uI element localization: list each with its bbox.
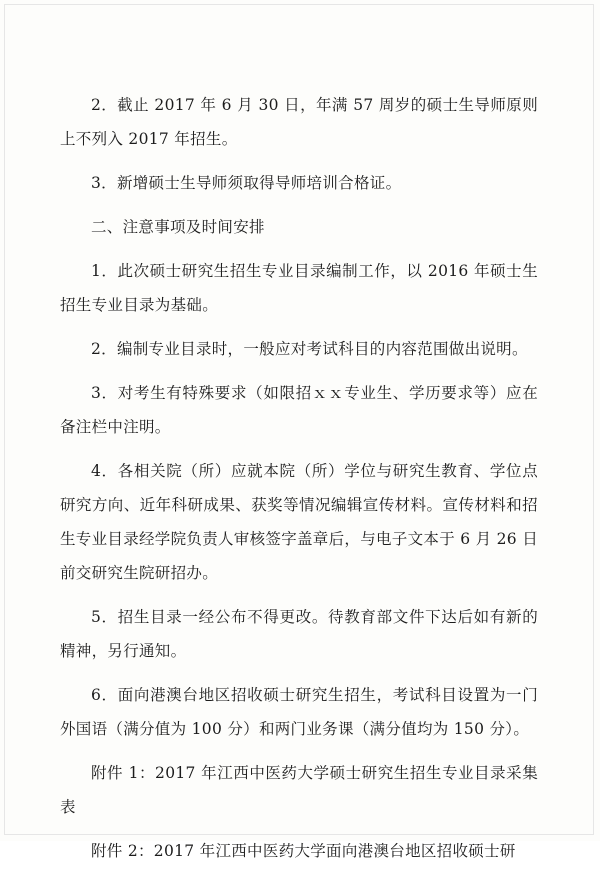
paragraph-promotional-materials: 4．各相关院（所）应就本院（所）学位与研究生教育、学位点研究方向、近年科研成果、获奖等情况编辑宣传材料。宣传材料和招生专业目录经学院负责人审核签字盖章后，与电子文本于 6 月 26 日前交研究生院研招办。 <box>60 462 538 582</box>
paragraph-attachment-2: 附件 2：2017 年江西中医药大学面向港澳台地区招收硕士研 <box>91 842 516 860</box>
paragraph-new-mentor-certificate: 3．新增硕士生导师须取得导师培训合格证。 <box>91 174 402 192</box>
paragraph-attachment-1: 附件 1：2017 年江西中医药大学硕士研究生招生专业目录采集表 <box>60 764 538 816</box>
paragraph-exam-scope: 2．编制专业目录时，一般应对考试科目的内容范围做出说明。 <box>91 340 528 358</box>
paragraph-hk-macau-taiwan-exam: 6．面向港澳台地区招收硕士研究生招生，考试科目设置为一门外国语（满分值为 100 分）和两门业务课（满分值均为 150 分）。 <box>60 686 538 738</box>
paragraph-mentor-age-limit: 2．截止 2017 年 6 月 30 日，年满 57 周岁的硕士生导师原则上不列入 2017 年招生。 <box>60 96 538 148</box>
paragraph-special-requirements: 3．对考生有特殊要求（如限招ｘｘ专业生、学历要求等）应在备注栏中注明。 <box>60 384 538 436</box>
section-heading-notes-schedule: 二、注意事项及时间安排 <box>91 218 265 236</box>
document-body <box>60 88 538 878</box>
paragraph-catalog-no-change: 5．招生目录一经公布不得更改。待教育部文件下达后如有新的精神，另行通知。 <box>60 608 538 660</box>
paragraph-catalog-basis: 1．此次硕士研究生招生专业目录编制工作，以 2016 年硕士生招生专业目录为基础。 <box>60 262 538 314</box>
